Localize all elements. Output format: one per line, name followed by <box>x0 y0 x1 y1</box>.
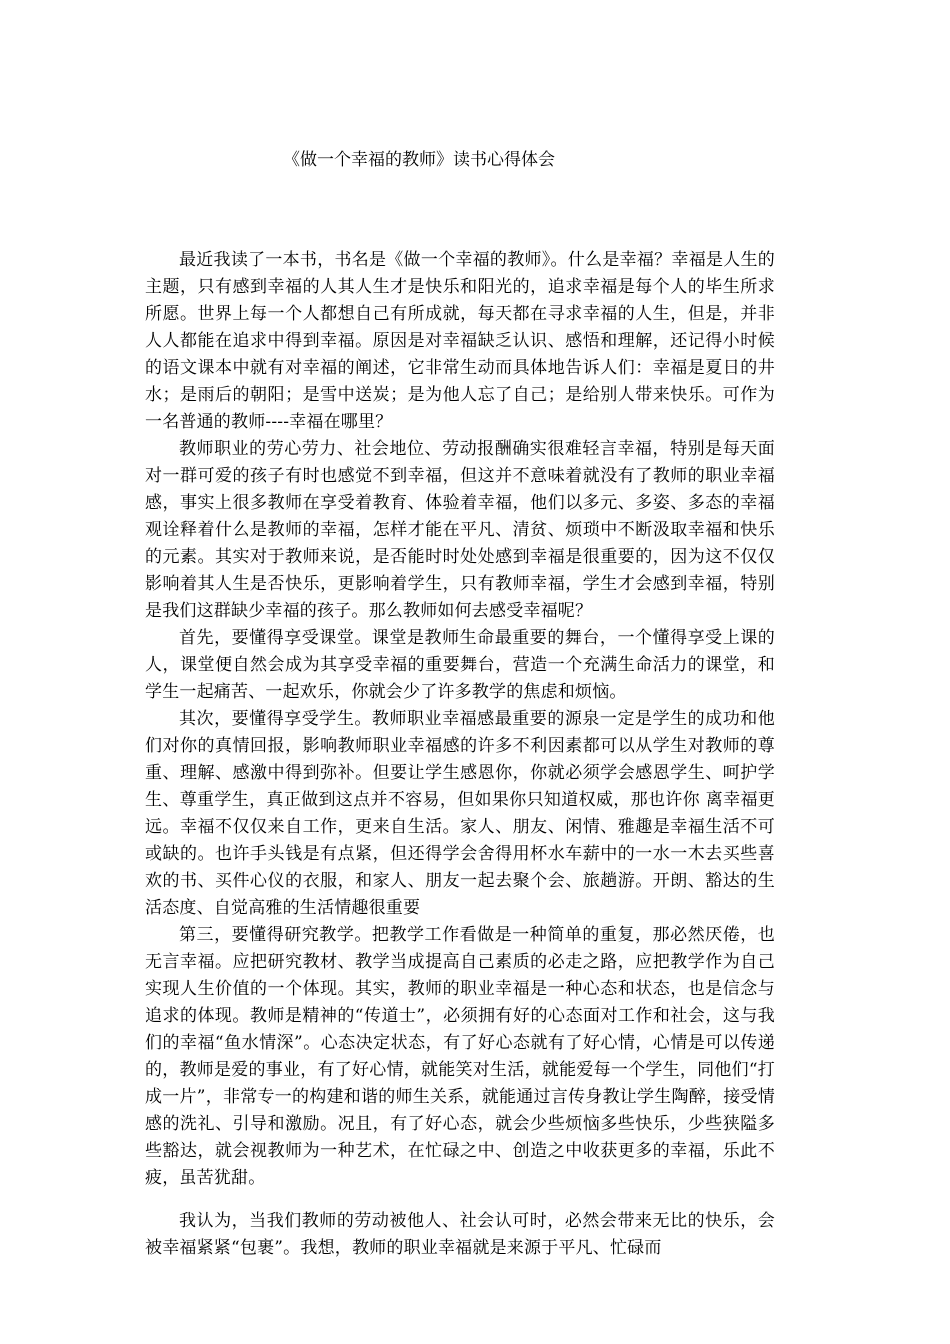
document-title: 《做一个幸福的教师》读书心得体会 <box>283 150 555 170</box>
paragraph-first-point: 首先，要懂得享受课堂。课堂是教师生命最重要的舞台，一个懂得享受上课的人，课堂便自然会成为其享受幸福的重要舞台，营造一个充满生命活力的课堂，和学生一起痛苦、一起欢乐，你就会少了许多教学的焦虑和烦恼。 <box>145 628 775 702</box>
paragraph-conclusion: 我认为，当我们教师的劳动被他人、社会认可时，必然会带来无比的快乐，会被幸福紧紧“包裹”。我想，教师的职业幸福就是来源于平凡、忙碌而 <box>145 1211 775 1258</box>
paragraph-third-point: 第三，要懂得研究教学。把教学工作看做是一种简单的重复，那必然厌倦，也无言幸福。应把研究教材、教学当成提高自己素质的必走之路，应把教学作为自己实现人生价值的一个体现。其实，教师的职业幸福是一种心态和状态，也是信念与追求的体现。教师是精神的“传道士”，必须拥有好的心态面对工作和社会，这与我们的幸福“鱼水情深”。心态决定状态，有了好心态就有了好心情，心情是可以传递的，教师是爱的事业，有了好心情，就能笑对生活，就能爱每一个学生，同他们“打成一片”，非常专一的构建和谐的师生关系，就能通过言传身教让学生陶醉，接受情感的洗礼、引导和激励。况且，有了好心态，就会少些烦恼多些快乐，少些狭隘多些豁达，就会视教师为一种艺术，在忙碌之中、创造之中收获更多的幸福，乐此不疲，虽苦犹甜。 <box>145 925 775 1188</box>
paragraph-gap <box>145 1192 775 1208</box>
document-body <box>145 247 775 1262</box>
paragraph-profession: 教师职业的劳心劳力、社会地位、劳动报酬确实很难轻言幸福，特别是每天面对一群可爱的孩子有时也感觉不到幸福，但这并不意味着就没有了教师的职业幸福感，事实上很多教师在享受着教育、体验着幸福，他们以多元、多姿、多态的幸福观诠释着什么是教师的幸福，怎样才能在平凡、清贫、烦琐中不断汲取幸福和快乐的元素。其实对于教师来说，是否能时时处处感到幸福是很重要的，因为这不仅仅影响着其人生是否快乐，更影响着学生，只有教师幸福，学生才会感到幸福，特别是我们这群缺少幸福的孩子。那么教师如何去感受幸福呢？ <box>145 439 775 621</box>
paragraph-intro: 最近我读了一本书，书名是《做一个幸福的教师》。什么是幸福？幸福是人生的主题，只有感到幸福的人其人生才是快乐和阳光的，追求幸福是每个人的毕生所求所愿。世界上每一个人都想自己有所成就，每天都在寻求幸福的人生，但是，并非人人都能在追求中得到幸福。原因是对幸福缺乏认识、感悟和理解，还记得小时候的语文课本中就有对幸福的阐述，它非常生动而具体地告诉人们：幸福是夏日的井水；是雨后的朝阳；是雪中送炭；是为他人忘了自己；是给别人带来快乐。可作为一名普通的教师----幸福在哪里？ <box>145 250 775 432</box>
paragraph-second-point: 其次，要懂得享受学生。教师职业幸福感最重要的源泉一定是学生的成功和他们对你的真情回报，影响教师职业幸福感的许多不利因素都可以从学生对教师的尊重、理解、感激中得到弥补。但要让学生感恩你，你就必须学会感恩学生、呵护学生、尊重学生，真正做到这点并不容易，但如果你只知道权威，那也许你 离幸福更远。幸福不仅仅来自工作，更来自生活。家人、朋友、闲情、雅趣是幸福生活不可或缺的。也许手头钱是有点紧，但还得学会舍得用杯水车薪中的一水一木去买些喜欢的书、买件心仪的衣服，和家人、朋友一起去聚个会、旅趟游。开朗、豁达的生活态度、自觉高雅的生活情趣很重要 <box>145 709 775 918</box>
